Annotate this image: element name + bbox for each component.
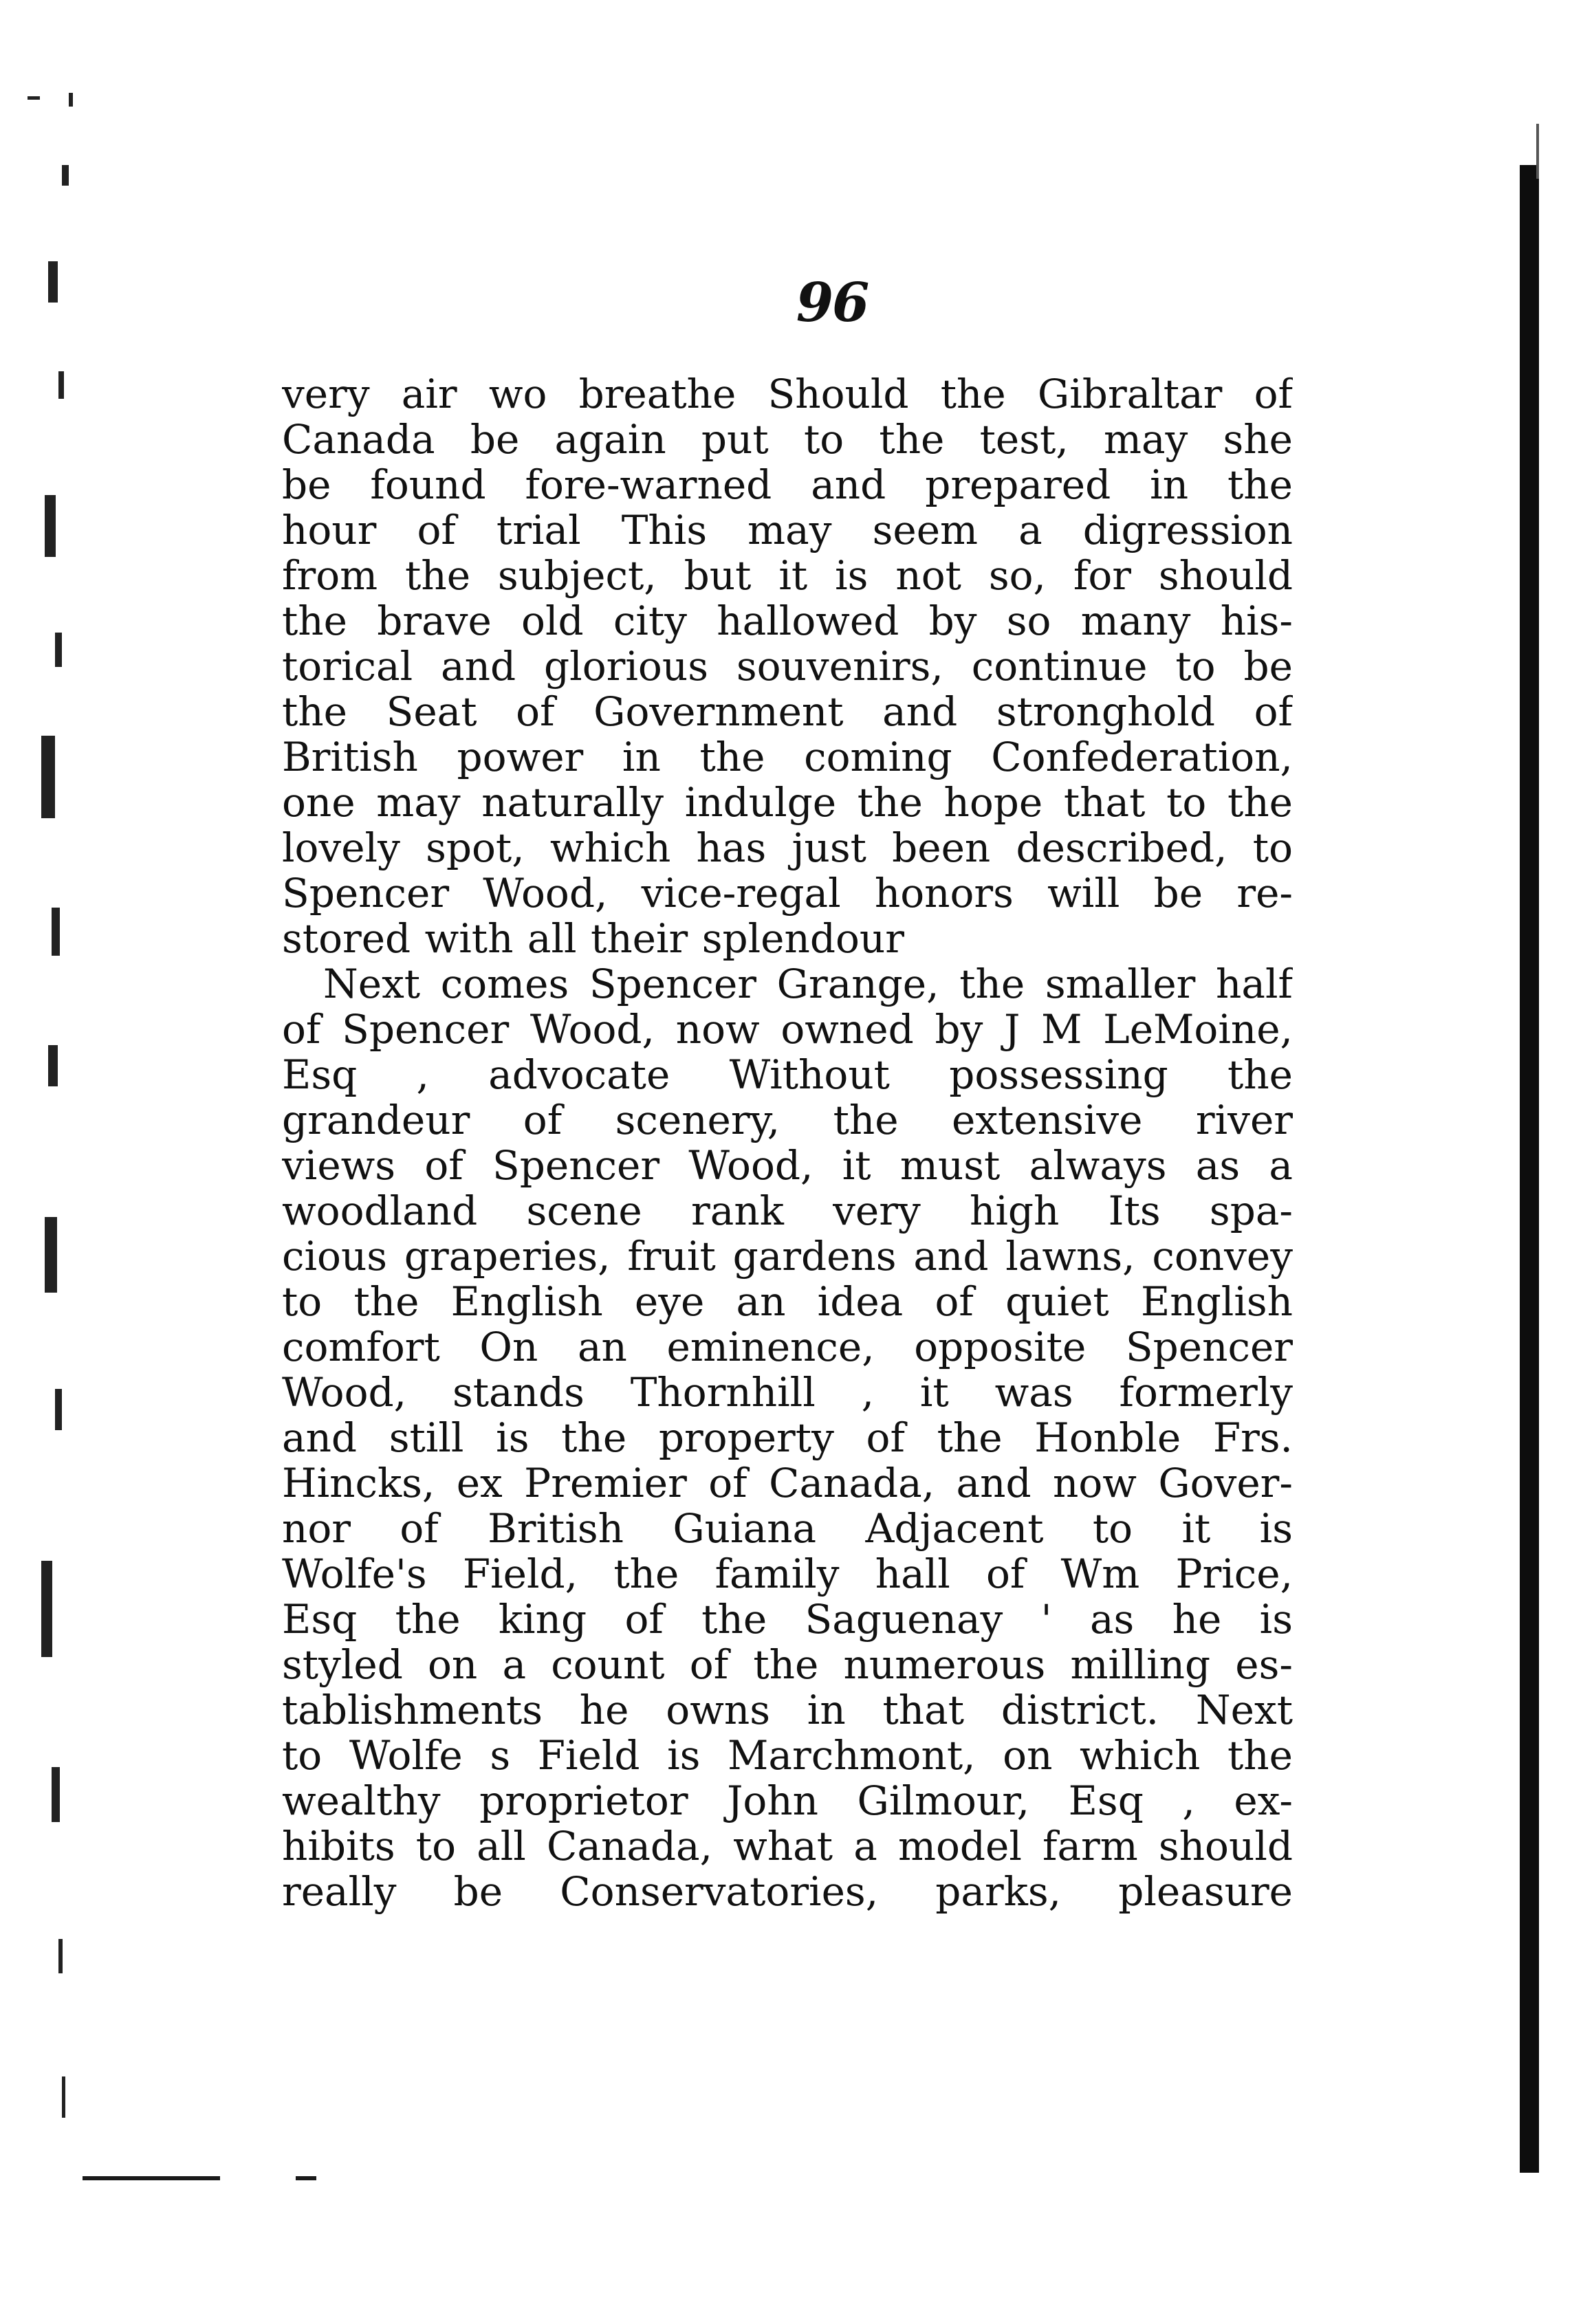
text-line: and still is the property of the Honble Frs. xyxy=(282,1415,1293,1460)
text-line: Wood, stands Thornhill , it was formerly xyxy=(282,1370,1293,1415)
text-line: Spencer Wood, vice-regal honors will be re- xyxy=(282,870,1293,916)
text-line: be found fore-warned and prepared in the xyxy=(282,462,1293,507)
bottom-margin-mark xyxy=(296,2176,316,2180)
text-line: the Seat of Government and stronghold of xyxy=(282,689,1293,734)
text-line: British power in the coming Confederation, xyxy=(282,734,1293,780)
text-line: styled on a count of the numerous milling es- xyxy=(282,1642,1293,1687)
text-line: one may naturally indulge the hope that to the xyxy=(282,780,1293,825)
text-line: to the English eye an idea of quiet English xyxy=(282,1279,1293,1324)
text-line: tablishments he owns in that district. Next xyxy=(282,1687,1293,1733)
text-line: comfort On an eminence, opposite Spencer xyxy=(282,1324,1293,1370)
left-margin-noise xyxy=(21,83,103,2145)
text-line: to Wolfe s Field is Marchmont, on which the xyxy=(282,1733,1293,1778)
text-line: nor of British Guiana Adjacent to it is xyxy=(282,1506,1293,1551)
text-line: Esq , advocate Without possessing the xyxy=(282,1052,1293,1097)
text-line: stored with all their splendour xyxy=(282,916,904,961)
text-line: the brave old city hallowed by so many his- xyxy=(282,598,1293,644)
text-line: hour of trial This may seem a digression xyxy=(282,507,1293,553)
text-line: cious graperies, fruit gardens and lawns, convey xyxy=(282,1234,1293,1279)
body-text xyxy=(282,371,1293,1914)
text-line: Next comes Spencer Grange, the smaller half xyxy=(323,961,1293,1007)
text-line: grandeur of scenery, the extensive river xyxy=(282,1097,1293,1143)
right-edge-mark xyxy=(1536,124,1539,179)
text-line: wealthy proprietor John Gilmour, Esq , ex- xyxy=(282,1778,1293,1823)
text-line: Esq the king of the Saguenay ' as he is xyxy=(282,1597,1293,1642)
text-line: Hincks, ex Premier of Canada, and now Gover- xyxy=(282,1460,1293,1506)
text-line: of Spencer Wood, now owned by J M LeMoine, xyxy=(282,1007,1293,1052)
text-line: very air wo breathe Should the Gibraltar of xyxy=(282,371,1293,417)
text-line: Wolfe's Field, the family hall of Wm Price, xyxy=(282,1551,1293,1597)
bottom-margin-mark xyxy=(83,2176,220,2180)
text-line: lovely spot, which has just been described, to xyxy=(282,825,1293,870)
text-line: from the subject, but it is not so, for should xyxy=(282,553,1293,598)
page-number: 96 xyxy=(796,272,869,334)
text-line: really be Conservatories, parks, pleasure xyxy=(282,1869,1293,1914)
text-line: woodland scene rank very high Its spa- xyxy=(282,1188,1293,1234)
right-edge-bar xyxy=(1520,165,1539,2173)
text-line: Canada be again put to the test, may she xyxy=(282,417,1293,462)
text-line: hibits to all Canada, what a model farm should xyxy=(282,1823,1293,1869)
text-line: torical and glorious souvenirs, continue to be xyxy=(282,644,1293,689)
text-line: views of Spencer Wood, it must always as a xyxy=(282,1143,1293,1188)
